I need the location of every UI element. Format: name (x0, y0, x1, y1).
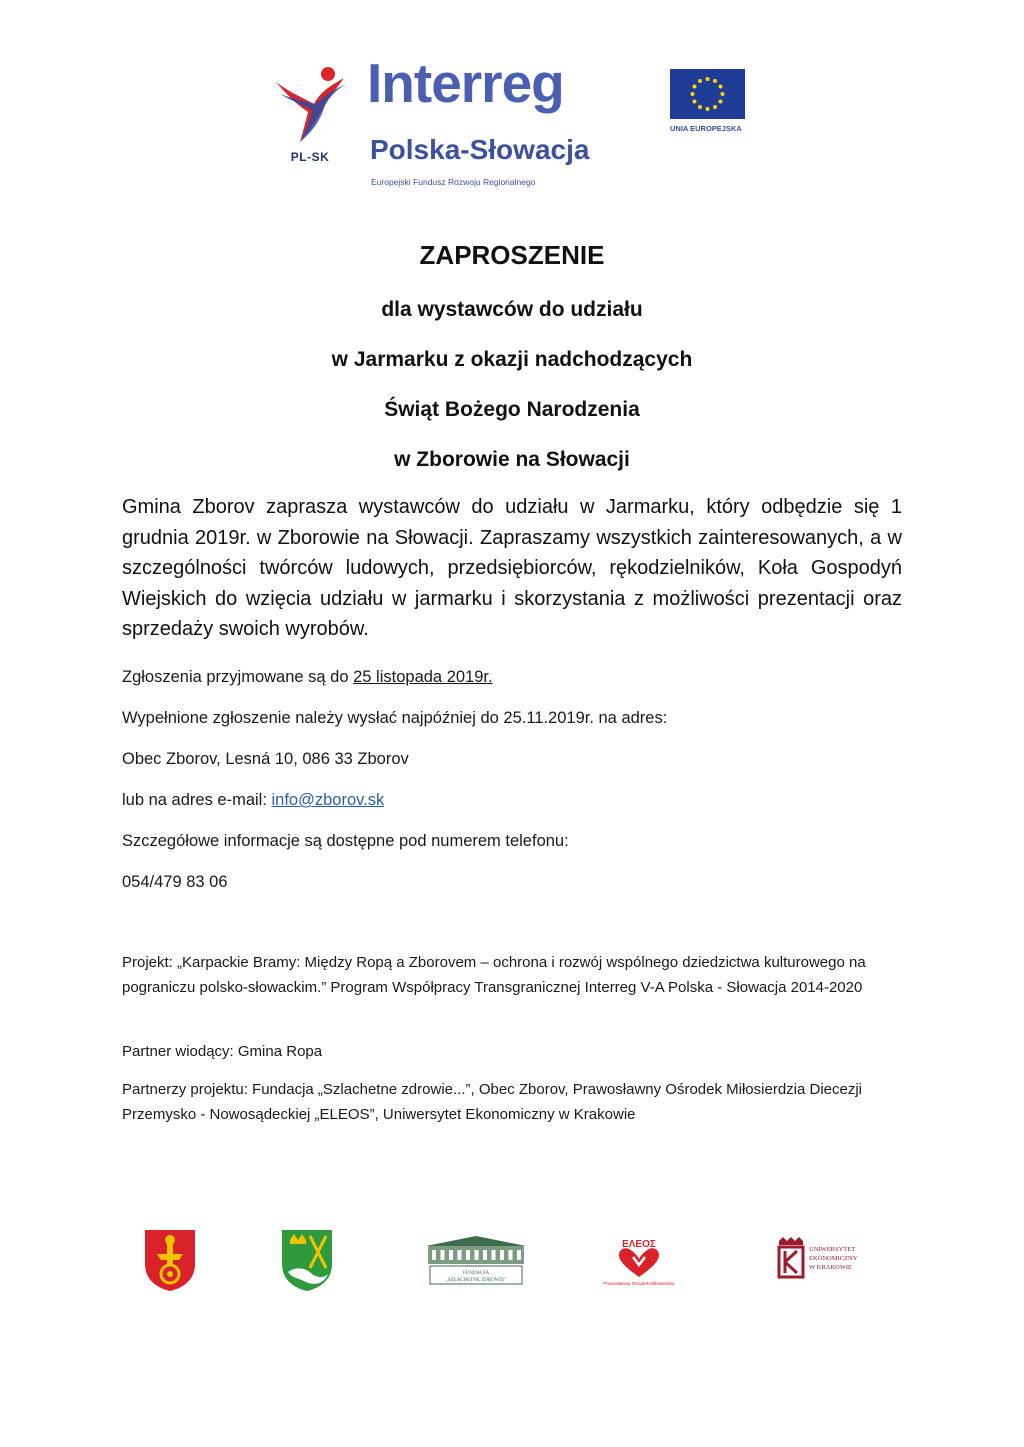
eu-star-icon (721, 92, 725, 96)
uek-line-1: UNIWERSYTET (809, 1246, 856, 1253)
window-icon (492, 1250, 496, 1260)
window-icon (441, 1250, 445, 1260)
uek-line-2: EKONOMICZNY (809, 1255, 858, 1262)
eu-star-icon (718, 85, 722, 89)
deadline-date: 25 listopada 2019r. (353, 668, 493, 686)
window-icon (517, 1250, 521, 1260)
program-name: Polska-Słowacja (370, 134, 590, 165)
pl-sk-label: PL-SK (290, 150, 330, 164)
lead-partner: Partner wiodący: Gmina Ropa (122, 1043, 323, 1060)
subtitle-line-4: w Zborowie na Słowacji (394, 448, 630, 471)
eu-label: UNIA EUROPEJSKA (670, 124, 742, 133)
window-icon (466, 1250, 470, 1260)
postal-address: Obec Zborov, Lesná 10, 086 33 Zborov (122, 750, 409, 768)
project-partners: Partnerzy projektu: Fundacja „Szlachetne zdrowie...”, Obec Zborov, Prawosławny Ośrodek Miłosierdzia Diecezji Przemysko - Nowosądeckiej „ELEOS”, Uniwersytet Ekonomiczny w Krakowie (122, 1081, 863, 1123)
uek-line-3: W KRAKOWIE (809, 1264, 853, 1271)
eu-star-icon (698, 79, 702, 83)
subtitle-line-3: Świąt Bożego Narodzenia (384, 398, 640, 421)
info-line: Szczegółowe informacje są dostępne pod numerem telefonu: (122, 832, 569, 850)
deadline-prefix: Zgłoszenia przyjmowane są do (122, 668, 354, 686)
eu-flag-icon (670, 69, 745, 119)
eleos-heart-icon (597, 1235, 707, 1287)
uek-logo-icon (775, 1235, 885, 1283)
send-line: Wypełnione zgłoszenie należy wysłać najpóźniej do 25.11.2019r. na adres: (122, 709, 668, 727)
eu-star-icon (691, 92, 695, 96)
window-icon (483, 1250, 487, 1260)
window-icon (509, 1250, 513, 1260)
pl-sk-figure-icon (270, 64, 350, 144)
window-icon (500, 1250, 504, 1260)
eu-star-icon (706, 77, 710, 81)
email-link[interactable]: info@zborov.sk (271, 791, 385, 809)
interreg-wordmark: Interreg (367, 52, 564, 114)
eleos-name: ΕΛΕΟΣ (622, 1239, 656, 1250)
interreg-logo (270, 52, 770, 197)
ropa-coat-of-arms-icon (143, 1228, 197, 1292)
subtitle-line-1: dla wystawców do udziału (381, 298, 643, 321)
fundacja-line-2: „SZLACHETNE ZDROWIE” (445, 1278, 507, 1283)
email-prefix: lub na adres e-mail: (122, 791, 272, 809)
fund-text: Europejski Fundusz Rozwoju Regionalnego (371, 177, 536, 187)
eu-star-icon (693, 85, 697, 89)
subtitle-line-2: w Jarmarku z okazji nadchodzących (331, 348, 693, 371)
window-icon (432, 1250, 436, 1260)
window-icon (475, 1250, 479, 1260)
eu-star-icon (706, 107, 710, 111)
eu-star-icon (698, 105, 702, 109)
eu-star-icon (713, 105, 717, 109)
phone-number: 054/479 83 06 (122, 873, 228, 891)
eleos-caption: Prawosławny Ośrodek Miłosierdzia (603, 1281, 675, 1286)
fundacja-building-icon (420, 1234, 532, 1286)
eu-star-icon (693, 100, 697, 104)
zborov-coat-of-arms-icon (280, 1228, 334, 1292)
window-icon (449, 1250, 453, 1260)
eu-star-icon (713, 79, 717, 83)
fundacja-line-1: FUNDACJA (462, 1271, 490, 1276)
window-icon (458, 1250, 462, 1260)
deadline-line (122, 668, 493, 687)
eu-star-icon (718, 100, 722, 104)
intro-paragraph: Gmina Zborov zaprasza wystawców do udziału w Jarmarku, który odbędzie się 1 grudnia 2019r. w Zborowie na Słowacji. Zapraszamy wszystkich zainteresowanych, a w szczególności twórców ludowych, przedsiębiorców, rękodzielników, Koła Gospodyń Wiejskich do wzięcia udziału w jarmarku i skorzystania z możliwości prezentacji oraz sprzedaży swoich wyrobów. (122, 496, 902, 640)
email-line (122, 791, 384, 810)
page-title: ZAPROSZENIE (419, 240, 605, 270)
project-description: Projekt: „Karpackie Bramy: Między Ropą a Zborovem – ochrona i rozwój wspólnego dziedzictwa kulturowego na pograniczu polsko-słowackim.” Program Współpracy Transgranicznej Interreg V-A Polska - Słowacja 2014-2020 (122, 954, 866, 996)
